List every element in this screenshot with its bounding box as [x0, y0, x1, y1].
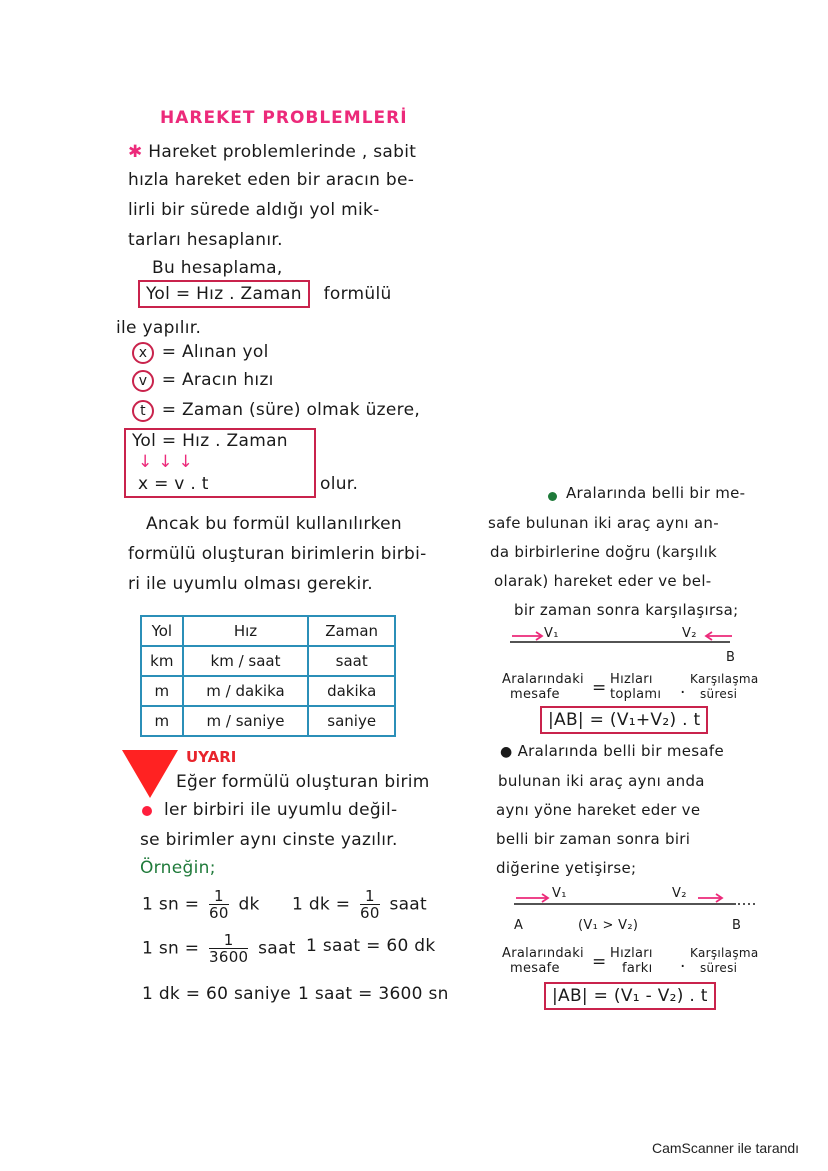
right1-eq-mid	[610, 672, 661, 702]
mapping-arrows-icon: ↓ ↓ ↓	[138, 452, 194, 472]
warning-label: UYARI	[186, 748, 237, 766]
right2-condition: (V₁ > V₂)	[578, 918, 639, 933]
intro-line-4: tarları hesaplanır.	[128, 230, 283, 250]
var-t-desc: = Zaman (süre) olmak üzere,	[161, 400, 421, 420]
para2-line-3: ri ile uyumlu olması gerekir.	[128, 574, 374, 594]
table-row	[141, 676, 395, 706]
warning-line-3: se birimler aynı cinste yazılır.	[140, 830, 398, 850]
table-cell: km / saat	[183, 646, 309, 676]
var-v-symbol: v	[132, 370, 154, 392]
table-header: Yol	[141, 616, 183, 646]
right1-formula-box: |AB| = (V₁+V₂) . t	[540, 706, 708, 734]
bullet-dot-icon: ●	[500, 744, 513, 760]
var-t-row	[132, 400, 420, 422]
table-cell: km	[141, 646, 183, 676]
right1-formula-row	[540, 710, 708, 730]
fraction-den: 60	[360, 904, 380, 922]
right1-eq-mid-1: Hızları	[610, 672, 653, 687]
right2-eq-mid-1: Hızları	[610, 946, 653, 961]
conversion-5: 1 dk = 60 saniye	[142, 984, 292, 1004]
right2-v2-label: V₂	[672, 886, 687, 901]
asterisk-icon: ✱	[128, 142, 143, 162]
right2-line-4: belli bir zaman sonra biri	[496, 830, 691, 848]
fraction-den: 3600	[209, 948, 249, 966]
page-title: HAREKET PROBLEMLERİ	[160, 108, 408, 128]
right1-eq-left-2: mesafe	[510, 687, 560, 702]
right2-eq-dot: .	[680, 952, 686, 972]
warning-line-1: Eğer formülü oluşturan birim	[176, 772, 430, 792]
right2-eq-right-1: Karşılaşma	[690, 946, 759, 960]
intro-line-1	[128, 142, 416, 162]
fraction-num: 1	[360, 888, 380, 905]
right2-formula-box: |AB| = (V₁ - V₂) . t	[544, 982, 716, 1010]
conversion-3	[142, 932, 296, 965]
right1-v2-label: V₂	[682, 626, 697, 641]
conversion-1	[142, 888, 260, 921]
para2-line-1: Ancak bu formül kullanılırken	[146, 514, 402, 534]
mapping-bottom: x = v . t	[138, 474, 209, 494]
fraction	[360, 888, 380, 921]
intro-line-6: ile yapılır.	[116, 318, 202, 338]
right1-line-4: olarak) hareket eder ve bel-	[494, 572, 712, 590]
conversion-6: 1 saat = 3600 sn	[298, 984, 449, 1004]
table-cell: m	[141, 676, 183, 706]
var-x-row	[132, 342, 269, 364]
conversion-3-left: 1 sn =	[142, 938, 200, 959]
right1-line-1: Aralarında belli bir me-	[566, 484, 746, 502]
right1-eq-left-1: Aralarındaki	[502, 672, 584, 687]
units-table	[140, 615, 396, 737]
conversion-3-unit: saat	[258, 938, 296, 959]
right2-eq-left-2: mesafe	[510, 961, 560, 976]
conversion-2-left: 1 dk =	[292, 894, 351, 915]
table-cell: dakika	[308, 676, 395, 706]
conversion-2	[292, 888, 427, 921]
right2-line-1	[500, 742, 724, 760]
right1-v1-label: V₁	[544, 626, 559, 641]
table-row	[141, 646, 395, 676]
warning-triangle-icon	[122, 750, 178, 798]
right2-eq-sign: =	[592, 952, 607, 972]
right2-eq-right	[690, 946, 759, 976]
var-x-desc: = Alınan yol	[161, 342, 269, 362]
right1-line-2: safe bulunan iki araç aynı an-	[488, 514, 719, 532]
right1-eq-sign: =	[592, 678, 607, 698]
right2-text-1: Aralarında belli bir mesafe	[517, 742, 725, 760]
chase-diagram	[510, 886, 760, 916]
conversion-2-unit: saat	[389, 894, 427, 915]
right1-line-3: da birbirlerine doğru (karşılık	[490, 543, 718, 561]
right2-eq-mid	[610, 946, 653, 976]
right2-point-a: A	[514, 918, 524, 933]
mapping-suffix: olur.	[320, 474, 359, 494]
table-cell: saniye	[308, 706, 395, 736]
right2-line-3: aynı yöne hareket eder ve	[496, 801, 701, 819]
right2-point-b: B	[732, 918, 742, 933]
right2-eq-mid-2: farkı	[622, 961, 653, 976]
para2-line-2: formülü oluşturan birimlerin birbi-	[128, 544, 427, 564]
right2-eq-left-1: Aralarındaki	[502, 946, 584, 961]
intro-line-3: lirli bir sürede aldığı yol mik-	[128, 200, 380, 220]
table-header-row	[141, 616, 395, 646]
fraction	[209, 888, 229, 921]
var-v-row	[132, 370, 274, 392]
scanner-watermark: CamScanner ile tarandı	[652, 1140, 800, 1156]
right2-line-2: bulunan iki araç aynı anda	[498, 772, 705, 790]
fraction-num: 1	[209, 932, 248, 949]
right1-eq-dot: .	[680, 678, 686, 698]
intro-text-1: Hareket problemlerinde , sabit	[148, 142, 417, 162]
intro-line-2: hızla hareket eden bir aracın be-	[128, 170, 415, 190]
var-x-symbol: x	[132, 342, 154, 364]
right2-eq-right-2: süresi	[700, 961, 738, 975]
right1-eq-right-2: süresi	[700, 687, 738, 701]
meeting-diagram	[506, 626, 746, 670]
table-row	[141, 706, 395, 736]
table-header: Hız	[183, 616, 309, 646]
example-label: Örneğin;	[140, 858, 216, 878]
conversion-1-left: 1 sn =	[142, 894, 200, 915]
table-cell: saat	[308, 646, 395, 676]
right1-eq-right	[690, 672, 759, 702]
table-cell: m	[141, 706, 183, 736]
conversion-1-unit: dk	[238, 894, 260, 915]
right1-eq-left	[502, 672, 584, 702]
right1-line-5: bir zaman sonra karşılaşırsa;	[514, 601, 739, 619]
right2-formula-row	[544, 986, 716, 1006]
main-formula-box: Yol = Hız . Zaman	[138, 280, 310, 308]
var-t-symbol: t	[132, 400, 154, 422]
formula-suffix: formülü	[323, 284, 392, 304]
table-cell: m / dakika	[183, 676, 309, 706]
right2-eq-left	[502, 946, 584, 976]
var-v-desc: = Aracın hızı	[161, 370, 274, 390]
main-formula-row	[138, 284, 392, 304]
right1-point-b: B	[726, 650, 736, 665]
intro-line-5: Bu hesaplama,	[152, 258, 283, 278]
right1-eq-mid-2: toplamı	[610, 687, 662, 702]
warning-bullet-icon	[142, 806, 152, 816]
table-header: Zaman	[308, 616, 395, 646]
fraction-den: 60	[209, 904, 229, 922]
fraction	[209, 932, 248, 965]
conversion-4: 1 saat = 60 dk	[306, 936, 436, 956]
bullet-green-icon	[548, 492, 557, 501]
right2-v1-label: V₁	[552, 886, 567, 901]
mapping-top: Yol = Hız . Zaman	[132, 431, 288, 451]
table-cell: m / saniye	[183, 706, 309, 736]
right2-line-5: diğerine yetişirse;	[496, 859, 637, 877]
right1-eq-right-1: Karşılaşma	[690, 672, 759, 686]
warning-line-2: ler birbiri ile uyumlu değil-	[164, 800, 398, 820]
fraction-num: 1	[209, 888, 229, 905]
